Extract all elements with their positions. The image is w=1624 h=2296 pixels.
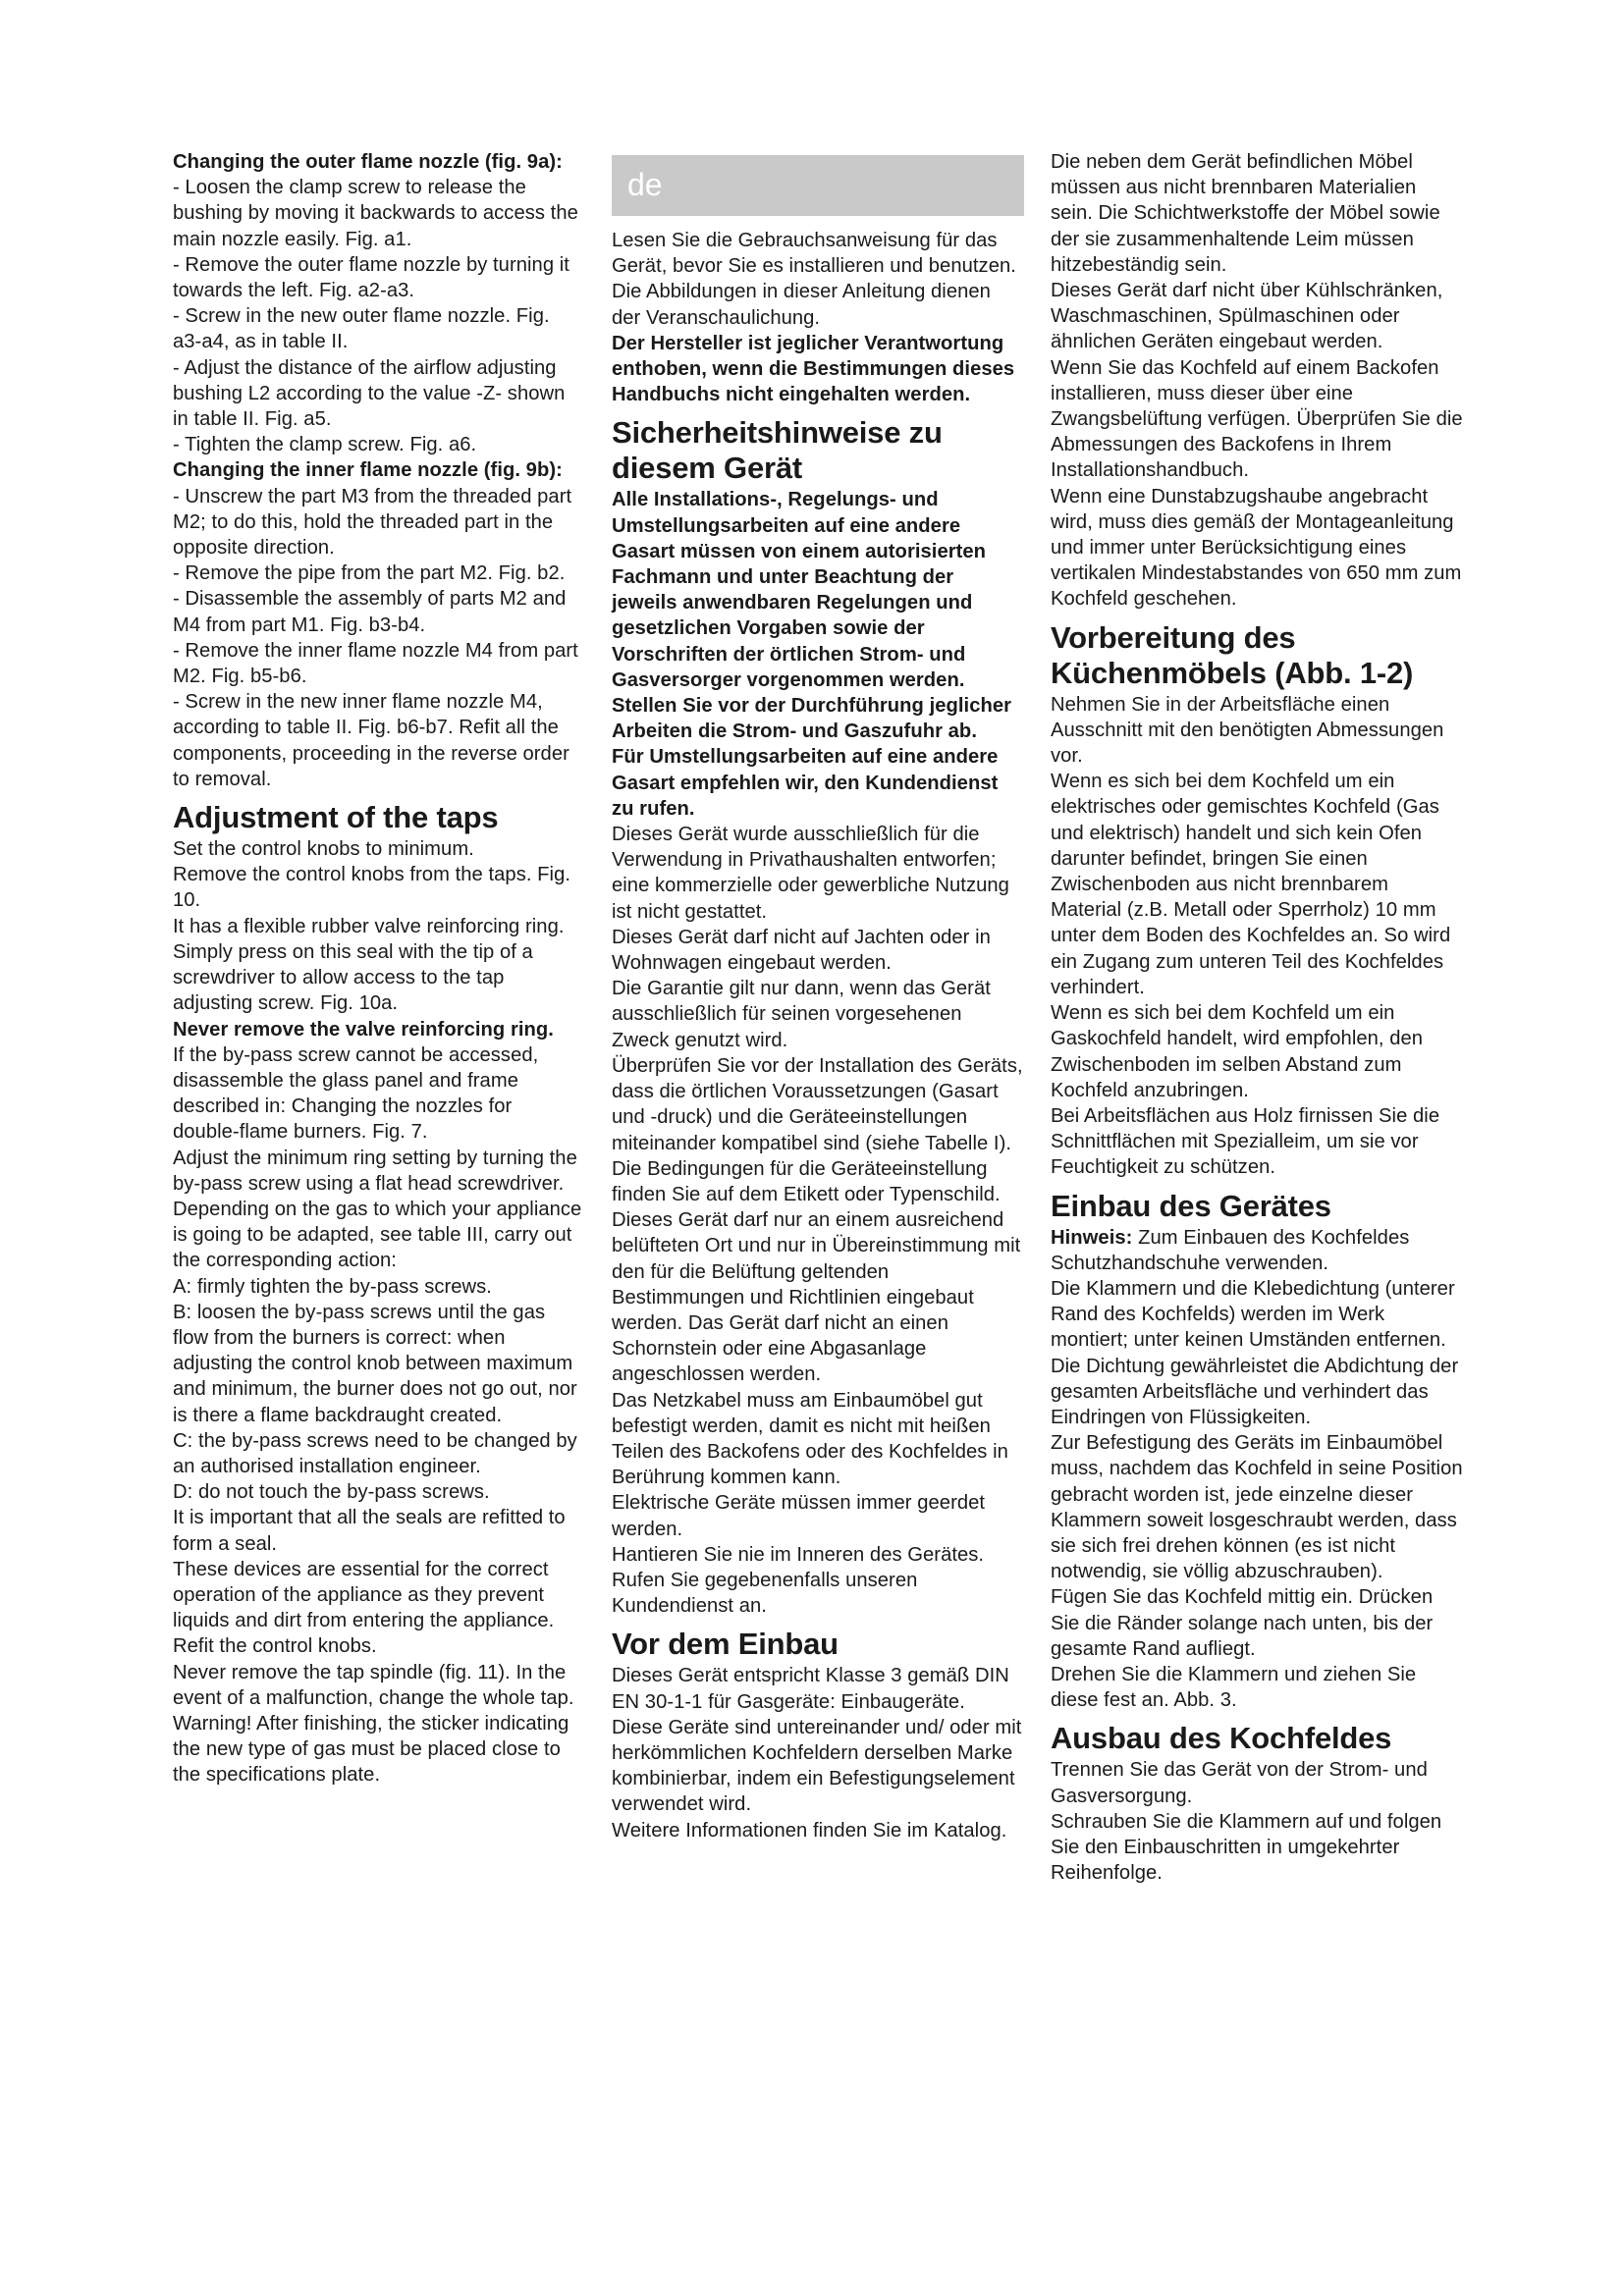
paragraph: It has a flexible rubber valve reinforcing ring. Simply press on this seal with the tip of a screwdriver to allow access to the tap adjusting screw. Fig. 10a.	[173, 915, 565, 1015]
bold-paragraph: Der Hersteller ist jeglicher Verantwortung enthoben, wenn die Bestimmungen dieses Handbuchs nicht eingehalten werden.	[612, 332, 1015, 406]
paragraph: Zur Befestigung des Geräts im Einbaumöbel muss, nachdem das Kochfeld in seine Position gebracht worden ist, jede einzelne dieser Klammern soweit losgeschraubt werden, dass sie sich frei drehen können (es ist nicht notwendig, sie völlig abzuschrauben).	[1051, 1432, 1463, 1583]
paragraph: A: firmly tighten the by-pass screws.	[173, 1275, 492, 1298]
paragraph: Dieses Gerät darf nicht auf Jachten oder in Wohnwagen eingebaut werden.	[612, 926, 991, 975]
bold-paragraph: Never remove the valve reinforcing ring.	[173, 1018, 554, 1041]
paragraph: Remove the control knobs from the taps. Fig. 10.	[173, 864, 571, 912]
paragraph: Bei Arbeitsflächen aus Holz firnissen Sie die Schnittflächen mit Spezialleim, um sie vor Feuchtigkeit zu schützen.	[1051, 1104, 1440, 1179]
paragraph: - Adjust the distance of the airflow adjusting bushing L2 according to the value -Z- shown in table II. Fig. a5.	[173, 356, 566, 431]
section-heading: Adjustment of the taps	[173, 800, 499, 835]
column-german-left	[612, 149, 1024, 1843]
paragraph: Drehen Sie die Klammern und ziehen Sie diese fest an. Abb. 3.	[1051, 1663, 1417, 1712]
section-heading: Vorbereitung des Küchenmöbels (Abb. 1-2)	[1051, 619, 1414, 690]
paragraph: These devices are essential for the correct operation of the appliance as they prevent liquids and dirt from entering the appliance.	[173, 1558, 555, 1632]
section-heading: Sicherheitshinweise zu diesem Gerät	[612, 415, 943, 486]
paragraph	[1051, 1225, 1463, 1276]
paragraph: Dieses Gerät darf nur an einem ausreichend belüfteten Ort und nur in Übereinstimmung mit den für die Belüftung geltenden Bestimmungen und Richtlinien eingebaut werden. Das Gerät darf nicht an einen Schornstein oder eine Abgasanlage angeschlossen werden.	[612, 1209, 1021, 1386]
bold-paragraph: Stellen Sie vor der Durchführung jeglicher Arbeiten die Strom- und Gaszufuhr ab.	[612, 695, 1012, 743]
paragraph: Dieses Gerät wurde ausschließlich für die Verwendung in Privathaushalten entworfen; eine kommerzielle oder gewerbliche Nutzung ist nicht gestattet.	[612, 824, 1009, 923]
paragraph: - Disassemble the assembly of parts M2 and M4 from part M1. Fig. b3-b4.	[173, 588, 567, 636]
paragraph: Die Klammern und die Klebedichtung (unterer Rand des Kochfelds) werden im Werk montiert; unter keinen Umständen entfernen. Die Dichtung gewährleistet die Abdichtung der gesamten Arbeitsfläche und verhindert das Eindringen von Flüssigkeiten.	[1051, 1277, 1459, 1428]
paragraph: - Screw in the new outer flame nozzle. Fig. a3-a4, as in table II.	[173, 305, 550, 353]
note-label: Hinweis:	[1051, 1226, 1133, 1249]
paragraph: Dieses Gerät entspricht Klasse 3 gemäß DIN EN 30-1-1 für Gasgeräte: Einbaugeräte.	[612, 1665, 1009, 1713]
paragraph: Never remove the tap spindle (fig. 11). In the event of a malfunction, change the whole tap.	[173, 1661, 574, 1709]
paragraph: B: loosen the by-pass screws until the gas flow from the burners is correct: when adjusting the control knob between maximum and minimum, the burner does not go out, nor is there a flame backdraught created.	[173, 1301, 577, 1426]
paragraph: Nehmen Sie in der Arbeitsfläche einen Ausschnitt mit den benötigten Abmessungen vor.	[1051, 693, 1444, 768]
paragraph: Die neben dem Gerät befindlichen Möbel müssen aus nicht brennbaren Materialien sein. Die Schichtwerkstoffe der Möbel sowie der sie zusammenhaltende Leim müssen hitzebeständig sein.	[1051, 151, 1440, 276]
paragraph: - Screw in the new inner flame nozzle M4, according to table II. Fig. b6-b7. Refit all the components, proceeding in the reverse order to removal.	[173, 691, 569, 790]
paragraph: - Remove the pipe from the part M2. Fig. b2.	[173, 562, 566, 585]
paragraph: It is important that all the seals are refitted to form a seal.	[173, 1507, 566, 1555]
paragraph: - Remove the outer flame nozzle by turning it towards the left. Fig. a2-a3.	[173, 253, 569, 302]
paragraph: If the by-pass screw cannot be accessed, disassemble the glass panel and frame described in: Changing the nozzles for double-flame burners. Fig. 7.	[173, 1043, 539, 1144]
paragraph: Schrauben Sie die Klammern auf und folgen Sie den Einbauschritten in umgekehrter Reihenfolge.	[1051, 1810, 1442, 1885]
paragraph: Weitere Informationen finden Sie im Katalog.	[612, 1819, 1007, 1842]
paragraph: - Remove the inner flame nozzle M4 from part M2. Fig. b5-b6.	[173, 639, 578, 688]
paragraph: - Unscrew the part M3 from the threaded part M2; to do this, hold the threaded part in the opposite direction.	[173, 485, 572, 560]
paragraph: Trennen Sie das Gerät von der Strom- und Gasversorgung.	[1051, 1759, 1428, 1807]
paragraph: - Loosen the clamp screw to release the bushing by moving it backwards to access the main nozzle easily. Fig. a1.	[173, 177, 578, 250]
paragraph: Wenn eine Dunstabzugshaube angebracht wird, muss dies gemäß der Montageanleitung und immer unter Berücksichtigung eines vertikalen Mindestabstandes von 650 mm zum Kochfeld geschehen.	[1051, 485, 1462, 611]
section-heading: Vor dem Einbau	[612, 1627, 839, 1662]
paragraph: Set the control knobs to minimum.	[173, 838, 474, 861]
section-heading: Ausbau des Kochfeldes	[1051, 1721, 1392, 1756]
paragraph: Fügen Sie das Kochfeld mittig ein. Drücken Sie die Ränder solange nach unten, bis der gesamte Rand aufliegt.	[1051, 1586, 1434, 1660]
paragraph: Refit the control knobs.	[173, 1635, 377, 1658]
paragraph: Lesen Sie die Gebrauchsanweisung für das Gerät, bevor Sie es installieren und benutzen.	[612, 230, 1016, 278]
paragraph: Die Garantie gilt nur dann, wenn das Gerät ausschließlich für seinen vorgesehenen Zweck genutzt wird.	[612, 978, 991, 1051]
paragraph: Elektrische Geräte müssen immer geerdet werden.	[612, 1492, 986, 1540]
paragraph: Hantieren Sie nie im Inneren des Gerätes. Rufen Sie gegebenenfalls unseren Kundendienst an.	[612, 1543, 985, 1618]
note-text: Zum Einbauen des Kochfeldes Schutzhandschuhe verwenden.	[1051, 1226, 1410, 1274]
bold-paragraph: Changing the inner flame nozzle (fig. 9b):	[173, 459, 563, 482]
paragraph: Wenn es sich bei dem Kochfeld um ein Gaskochfeld handelt, wird empfohlen, den Zwischenboden im selben Abstand zum Kochfeld anzubringen.	[1051, 1002, 1424, 1101]
language-bar	[612, 155, 1024, 216]
column-german-right	[1051, 149, 1463, 1886]
paragraph: Warning! After finishing, the sticker indicating the new type of gas must be placed close to the specifications plate.	[173, 1712, 569, 1787]
paragraph: Wenn Sie das Kochfeld auf einem Backofen installieren, muss dieser über eine Zwangsbelüftung verfügen. Überprüfen Sie die Abmessungen des Backofens in Ihrem Installationshandbuch.	[1051, 356, 1463, 482]
paragraph: Wenn es sich bei dem Kochfeld um ein elektrisches oder gemischtes Kochfeld (Gas und elektrisch) handelt und sich kein Ofen darunter befindet, bringen Sie einen Zwischenboden aus nicht brennbarem Material (z.B. Metall oder Sperrholz) 10 mm unter dem Boden des Kochfeldes an. So wird ein Zugang zum unteren Teil des Kochfeldes verhindert.	[1051, 771, 1451, 998]
paragraph: Adjust the minimum ring setting by turning the by-pass screw using a flat head screwdriver.	[173, 1147, 577, 1195]
language-label: de	[627, 167, 663, 202]
paragraph: Das Netzkabel muss am Einbaumöbel gut befestigt werden, damit es nicht mit heißen Teilen des Backofens oder des Kochfeldes in Berührung kommen kann.	[612, 1389, 1008, 1489]
paragraph: Depending on the gas to which your appliance is going to be adapted, see table III, carry out the corresponding action:	[173, 1198, 582, 1272]
paragraph: Dieses Gerät darf nicht über Kühlschränken, Waschmaschinen, Spülmaschinen oder ähnlichen Geräten eingebaut werden.	[1051, 280, 1443, 353]
column-english	[173, 149, 583, 1789]
bold-paragraph: Für Umstellungsarbeiten auf eine andere Gasart empfehlen wir, den Kundendienst zu rufen.	[612, 746, 999, 820]
paragraph: D: do not touch the by-pass screws.	[173, 1481, 490, 1504]
bold-paragraph: Alle Installations-, Regelungs- und Umstellungsarbeiten auf eine andere Gasart müssen von einem autorisierten Fachmann und unter Beachtung der jeweils anwendbaren Regelungen und gesetzlichen Vorgaben sowie der Vorschriften der örtlichen Strom- und Gasversorger vorgenommen werden.	[612, 489, 987, 691]
paragraph: Die Abbildungen in dieser Anleitung dienen der Veranschaulichung.	[612, 281, 991, 329]
paragraph: Überprüfen Sie vor der Installation des Geräts, dass die örtlichen Voraussetzungen (Gasart und -druck) und die Geräteeinstellungen miteinander kompatibel sind (siehe Tabelle I). Die Bedingungen für die Geräteeinstellung finden Sie auf dem Etikett oder Typenschild.	[612, 1054, 1023, 1205]
paragraph: - Tighten the clamp screw. Fig. a6.	[173, 434, 477, 456]
paragraph: C: the by-pass screws need to be changed by an authorised installation engineer.	[173, 1429, 577, 1477]
paragraph: Diese Geräte sind untereinander und/ oder mit herkömmlichen Kochfeldern derselben Marke kombinierbar, indem ein Befestigungselement verwendet wird.	[612, 1716, 1022, 1816]
bold-paragraph: Changing the outer flame nozzle (fig. 9a):	[173, 151, 563, 173]
section-heading: Einbau des Gerätes	[1051, 1188, 1331, 1223]
